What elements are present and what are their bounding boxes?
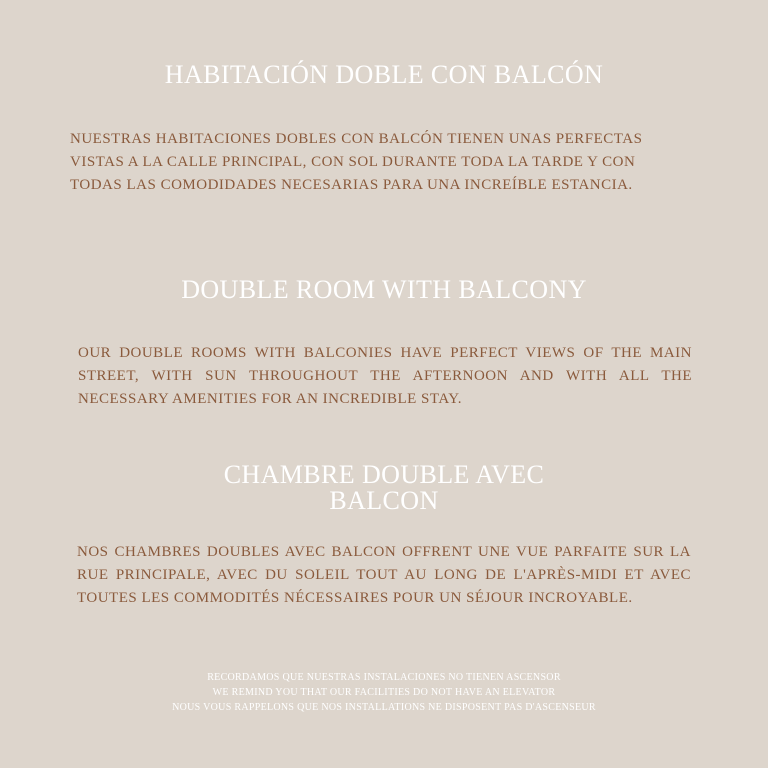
elevator-notice-english: WE REMIND YOU THAT OUR FACILITIES DO NOT HAVE AN ELEVATOR bbox=[212, 687, 556, 698]
elevator-notice-spanish: RECORDAMOS QUE NUESTRAS INSTALACIONES NO TIENEN ASCENSOR bbox=[207, 672, 561, 683]
heading-spanish: HABITACIÓN DOBLE CON BALCÓN bbox=[164, 60, 604, 89]
elevator-notice bbox=[0, 670, 768, 715]
paragraph-spanish: NUESTRAS HABITACIONES DOBLES CON BALCÓN TIENEN UNAS PERFECTAS VISTAS A LA CALLE PRINCIPAL, CON SOL DURANTE TODA LA TARDE Y CON TODAS LAS COMODIDADES NECESARIAS PARA UNA INCREÍBLE ESTANCIA. bbox=[70, 131, 643, 193]
heading-english: DOUBLE ROOM WITH BALCONY bbox=[181, 275, 587, 304]
paragraph-french: NOS CHAMBRES DOUBLES AVEC BALCON OFFRENT UNE VUE PARFAITE SUR LA RUE PRINCIPALE, AVEC DU SOLEIL TOUT AU LONG DE L'APRÈS-MIDI ET AVEC TOUTES LES COMMODITÉS NÉCESSAIRES POUR UN SÉJOUR INCROYABLE. bbox=[77, 544, 691, 606]
elevator-notice-french: NOUS VOUS RAPPELONS QUE NOS INSTALLATIONS NE DISPOSENT PAS D'ASCENSEUR bbox=[172, 702, 596, 713]
heading-french: CHAMBRE DOUBLE AVEC BALCON bbox=[223, 460, 545, 515]
paragraph-english: OUR DOUBLE ROOMS WITH BALCONIES HAVE PERFECT VIEWS OF THE MAIN STREET, WITH SUN THROUGHOUT THE AFTERNOON AND WITH ALL THE NECESSARY AMENITIES FOR AN INCREDIBLE STAY. bbox=[78, 345, 692, 407]
